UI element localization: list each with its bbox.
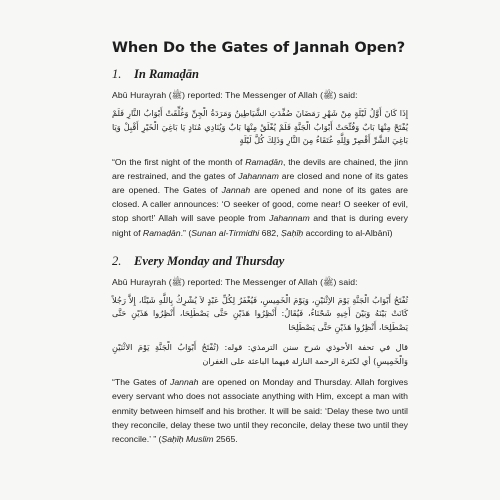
- text-run: .” (: [180, 227, 192, 238]
- text-run: “The Gates of: [112, 377, 170, 388]
- hadith-translation: [112, 375, 408, 446]
- text-run: 682,: [259, 227, 281, 238]
- hadith-narration-line: Abū Hurayrah (ﷺ) reported: The Messenger of Allah (ﷺ) said:: [112, 276, 358, 287]
- section-ramadan: [112, 67, 408, 240]
- text-run: 2565.: [213, 434, 238, 445]
- italic-term: Jannah: [169, 377, 199, 388]
- arabic-commentary-text: قال في تحفة الأحوذي شرح سنن الترمذي: قوله: (تُفْتَحُ أَبْوَابُ الْجَنَّةِ يَوْمَ الاثْنَيْنِ وَالْخَمِيسِ) أي لكثرة الرحمة النازلة فيهما الباعثة على الغفران: [112, 342, 408, 366]
- text-run: , the devils are chained, the jinn are restrained, and the gates of: [112, 156, 409, 181]
- italic-term: Ramaḍān: [245, 156, 283, 167]
- italic-term: Ramaḍān: [142, 227, 181, 238]
- italic-term: Jahannam: [269, 213, 310, 224]
- italic-term: Jahannam: [238, 170, 279, 181]
- section-title: Every Monday and Thursday: [134, 253, 285, 268]
- text-run: and that is during every night of: [112, 213, 408, 238]
- text-run: are opened and none of its gates are closed. A caller announces: ‘O seeker of good, come near! O seeker of evil, stop short!’ Allah will save people from: [112, 184, 409, 224]
- section-monday-thursday: [112, 254, 408, 447]
- italic-term: Jannah: [221, 184, 251, 195]
- section-title: In Ramaḍān: [134, 67, 199, 81]
- section-heading: [112, 254, 408, 269]
- section-number: 1.: [112, 67, 122, 81]
- section-heading: [112, 67, 408, 82]
- text-run: are opened on Monday and Thursday. Allah forgives every servant who does not associate anything with Him, except a man with enmity between himself and his brother. It will be said: ‘Delay these two until they reconcile, delay these two until they reconcile, delay these two until they reconcile.’ ” (: [112, 377, 408, 445]
- text-run: are closed and none of its gates are opened. The Gates of: [112, 170, 408, 195]
- text-run: according to al-Albānī): [303, 227, 393, 238]
- hadith-translation: [112, 155, 408, 240]
- section-number: 2.: [112, 253, 122, 268]
- hadith-narration-line: Abū Hurayrah (ﷺ) reported: The Messenger of Allah (ﷺ) said:: [112, 90, 358, 100]
- italic-term: Ṣaḥīḥ: [280, 227, 304, 238]
- italic-term: Sunan al-Tirmidhi: [191, 227, 260, 238]
- arabic-hadith-text: تُفْتَحُ أَبْوَابُ الْجَنَّةِ يَوْمَ الاِثْنَيْنِ، وَيَوْمَ الْخَمِيسِ، فَيُغْفَرُ لِكُلِّ عَبْدٍ لاَ يُشْرِكُ بِاللَّهِ شَيْئًا، إِلاَّ رَجُلاً كَانَتْ بَيْنَهُ وَبَيْنَ أَخِيهِ شَحْنَاءُ، فَيُقَالُ: أَنْظِرُوا هَذَيْنِ حَتَّى يَصْطَلِحَا، أَنْظِرُوا هَذَيْنِ حَتَّى يَصْطَلِحَا، أَنْظِرُوا هَذَيْنِ حَتَّى يَصْطَلِحَا: [112, 294, 408, 332]
- italic-term: Ṣaḥīḥ Muslim: [161, 434, 214, 445]
- arabic-hadith-text: إِذَا كَانَ أَوَّلُ لَيْلَةٍ مِنْ شَهْرِ رَمَضَانَ صُفِّدَتِ الشَّيَاطِينُ وَمَرَدَةُ الْجِنِّ وَغُلِّقَتْ أَبْوَابُ النَّارِ فَلَمْ يُفْتَحْ مِنْهَا بَابٌ وَفُتِّحَتْ أَبْوَابُ الْجَنَّةِ فَلَمْ يُغْلَقْ مِنْهَا بَابٌ وَيُنَادِي مُنَادٍ يَا بَاغِيَ الْخَيْرِ أَقْبِلْ وَيَا بَاغِيَ الشَّرِّ أَقْصِرْ وَلِلَّهِ عُتَقَاءُ مِنَ النَّارِ وَذَلِكَ كُلَّ لَيْلَةٍ: [112, 108, 408, 145]
- page-title: When Do the Gates of Jannah Open?: [112, 40, 406, 56]
- text-run: “On the first night of the month of: [112, 156, 246, 167]
